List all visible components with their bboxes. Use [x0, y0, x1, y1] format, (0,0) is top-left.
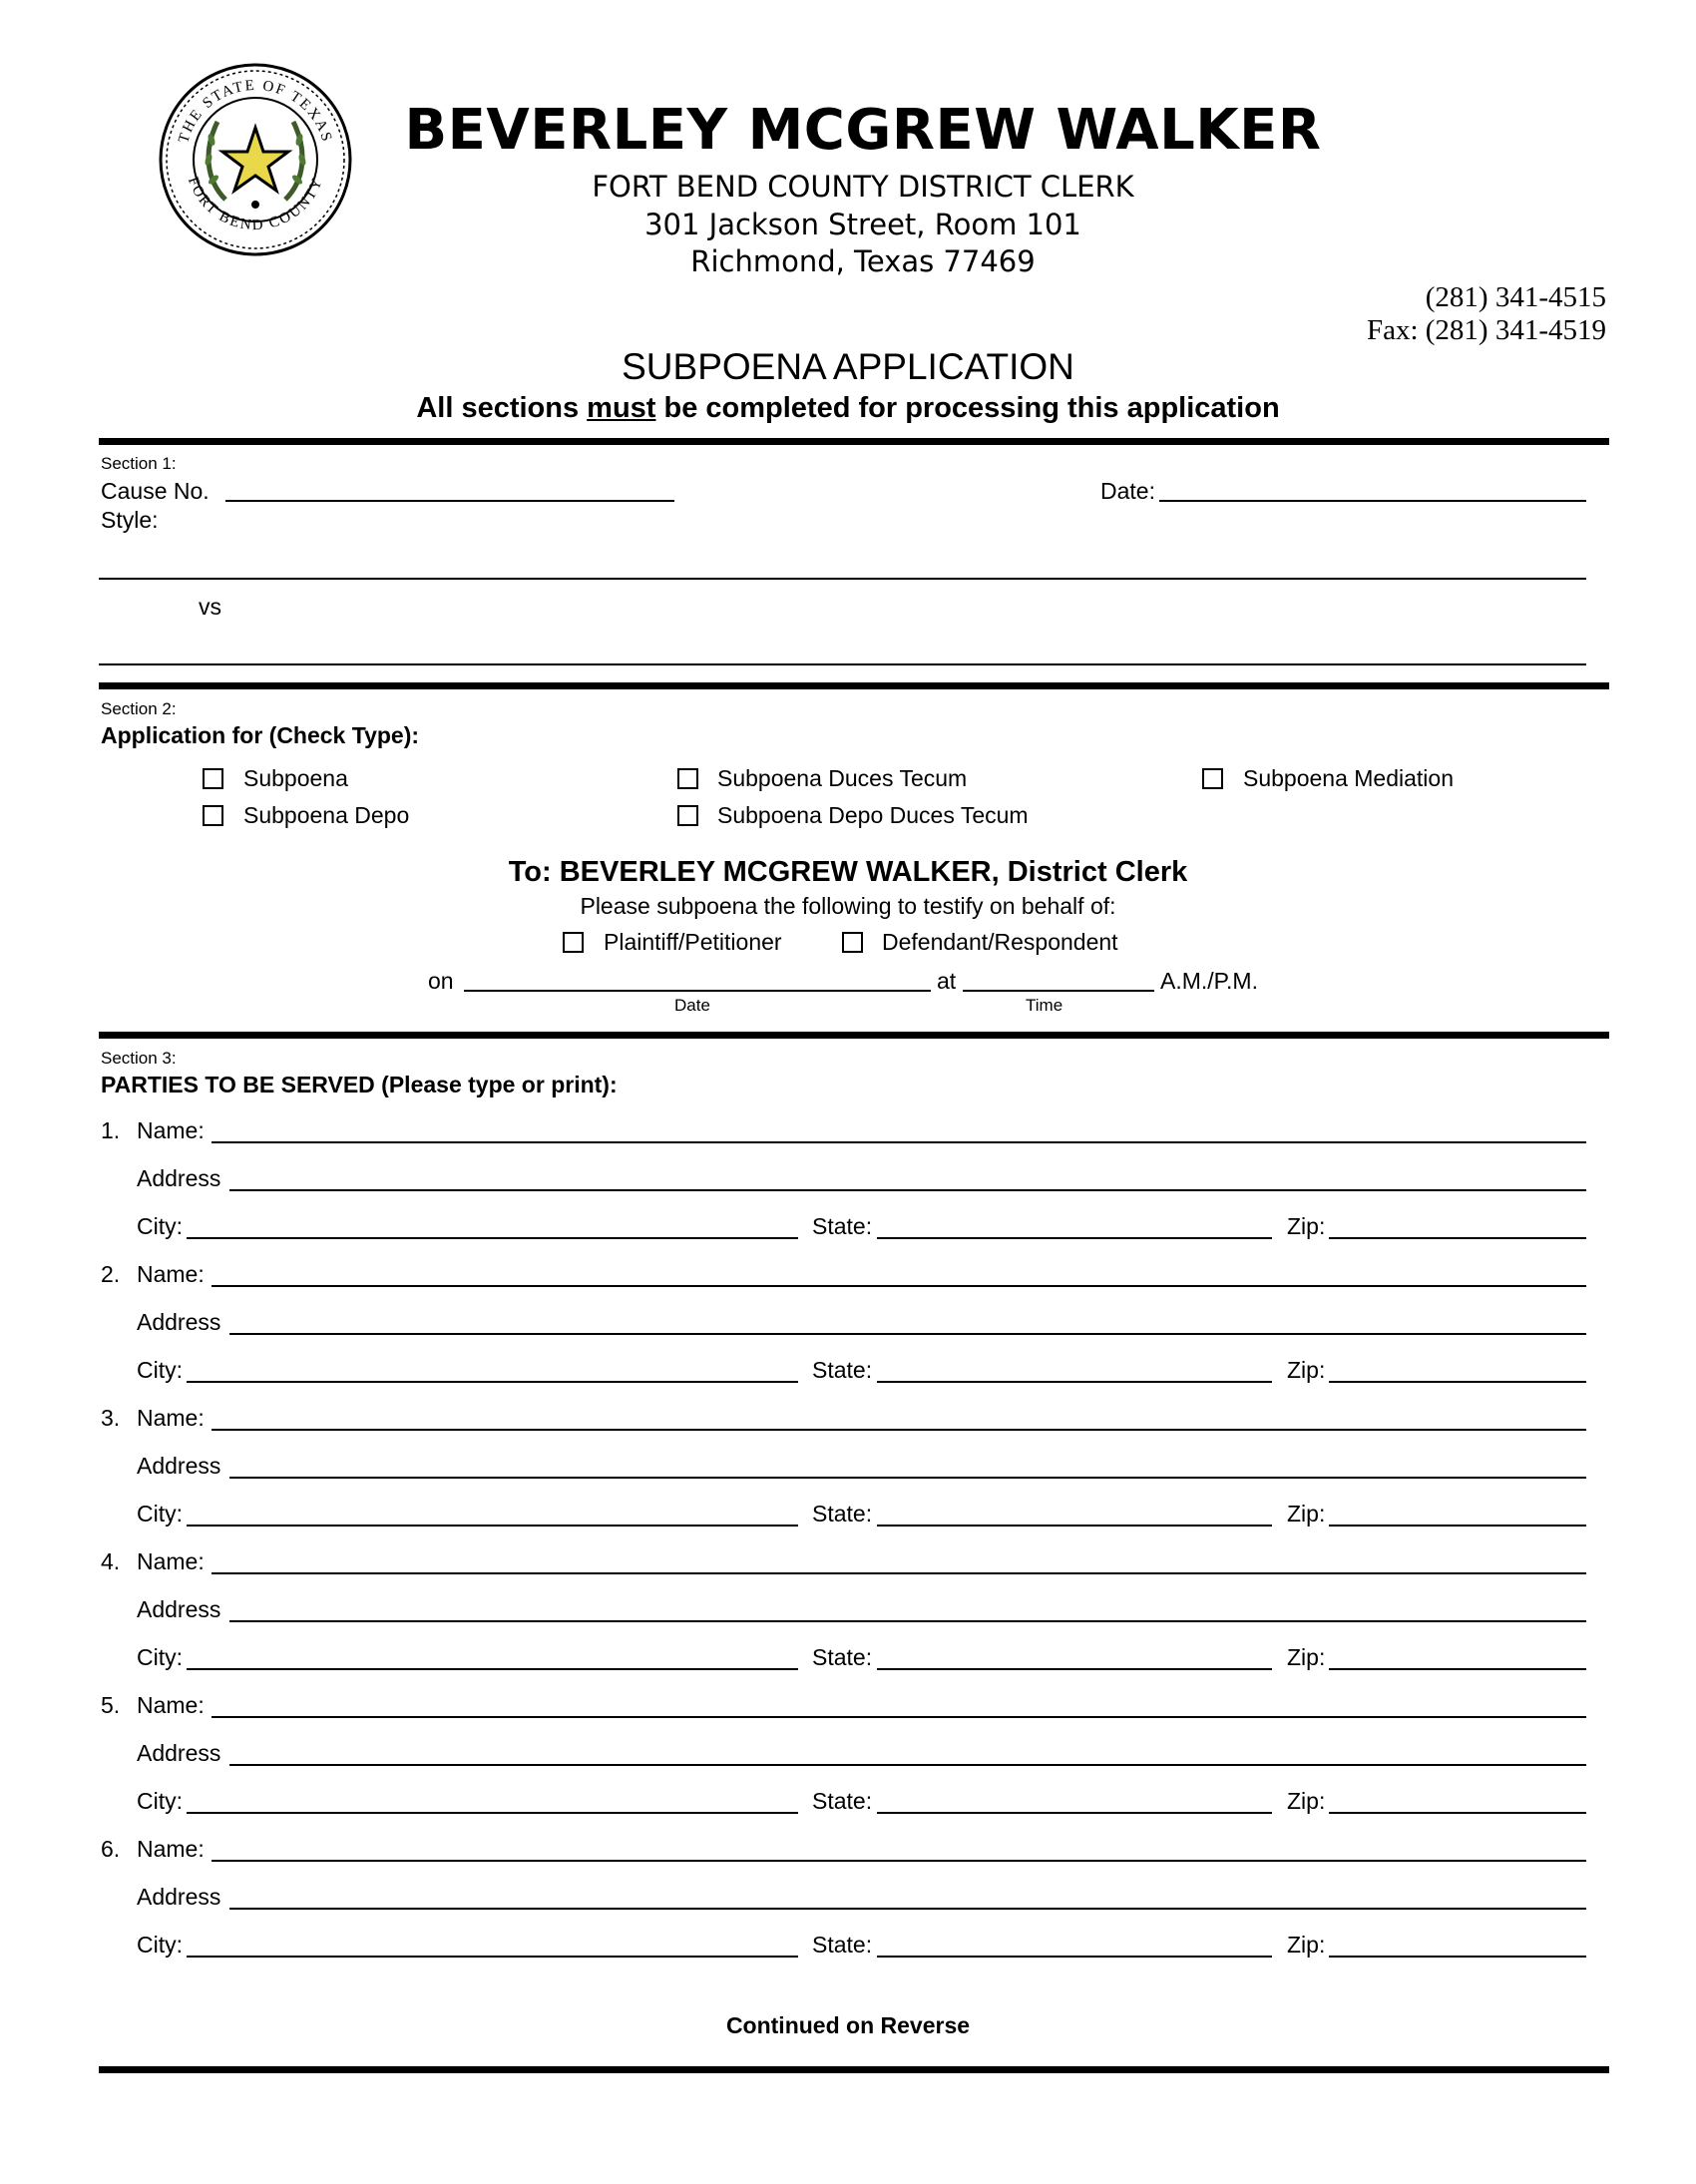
party-state-label: State:	[812, 1357, 873, 1383]
party-city-field[interactable]	[187, 1812, 798, 1814]
party-state-label: State:	[812, 1788, 873, 1814]
phone-number: (281) 341-4515	[1425, 281, 1606, 313]
party-zip-field[interactable]	[1329, 1381, 1586, 1383]
party-city-label: City:	[137, 1932, 183, 1958]
party-name-label: Name:	[137, 1836, 205, 1862]
party-address-label: Address	[137, 1884, 221, 1910]
subpoena-mediation-label: Subpoena Mediation	[1243, 765, 1454, 791]
party-state-label: State:	[812, 1501, 873, 1527]
divider	[99, 1032, 1609, 1039]
time-caption: Time	[1026, 996, 1063, 1015]
style-plaintiff-field[interactable]	[99, 578, 1586, 580]
section-2-label: Section 2:	[101, 699, 177, 718]
party-address-field[interactable]	[229, 1620, 1586, 1622]
testify-date-field[interactable]	[464, 990, 931, 992]
party-name-label: Name:	[137, 1117, 205, 1143]
subpoena-label: Subpoena	[243, 765, 348, 791]
subpoena-checkbox[interactable]	[203, 768, 223, 789]
party-zip-label: Zip:	[1287, 1501, 1326, 1527]
form-subtitle: All sections must be completed for processing this application	[416, 392, 1280, 424]
at-label: at	[937, 968, 957, 994]
party-name-field[interactable]	[212, 1429, 1586, 1431]
party-city-field[interactable]	[187, 1237, 798, 1239]
emphasis-must: must	[587, 392, 656, 424]
party-name-label: Name:	[137, 1405, 205, 1431]
party-state-label: State:	[812, 1213, 873, 1239]
party-name-field[interactable]	[212, 1716, 1586, 1718]
party-city-field[interactable]	[187, 1668, 798, 1670]
party-number: 5.	[101, 1692, 121, 1718]
cause-no-label: Cause No.	[101, 478, 210, 504]
to-district-clerk-line: To: BEVERLEY MCGREW WALKER, District Clerk	[508, 856, 1188, 888]
section-1-label: Section 1:	[101, 454, 177, 473]
party-state-field[interactable]	[877, 1668, 1272, 1670]
party-name-field[interactable]	[212, 1285, 1586, 1287]
party-number: 4.	[101, 1548, 121, 1574]
party-name-field[interactable]	[212, 1141, 1586, 1143]
application-type-heading: Application for (Check Type):	[101, 722, 420, 748]
party-address-field[interactable]	[229, 1477, 1586, 1479]
party-zip-field[interactable]	[1329, 1525, 1586, 1527]
party-city-label: City:	[137, 1644, 183, 1670]
please-subpoena-line: Please subpoena the following to testify on behalf of:	[580, 893, 1116, 919]
party-state-field[interactable]	[877, 1237, 1272, 1239]
party-zip-field[interactable]	[1329, 1956, 1586, 1958]
parties-heading: PARTIES TO BE SERVED (Please type or print):	[101, 1072, 618, 1097]
continued-on-reverse: Continued on Reverse	[725, 2012, 971, 2038]
date-caption: Date	[674, 996, 710, 1015]
date-label: Date:	[1100, 478, 1155, 504]
subpoena-depo-duces-tecum-label: Subpoena Depo Duces Tecum	[717, 802, 1029, 828]
party-city-label: City:	[137, 1788, 183, 1814]
subpoena-depo-label: Subpoena Depo	[243, 802, 410, 828]
style-label: Style:	[101, 507, 159, 533]
subpoena-duces-tecum-checkbox[interactable]	[677, 768, 698, 789]
party-city-label: City:	[137, 1213, 183, 1239]
divider	[99, 438, 1609, 445]
seal-bottom-text: FORT BEND COUNTY	[184, 175, 327, 234]
party-city-field[interactable]	[187, 1381, 798, 1383]
defendant-respondent-checkbox[interactable]	[842, 932, 863, 953]
party-address-field[interactable]	[229, 1333, 1586, 1335]
party-name-field[interactable]	[212, 1860, 1586, 1862]
party-city-label: City:	[137, 1501, 183, 1527]
party-number: 2.	[101, 1261, 121, 1287]
party-zip-label: Zip:	[1287, 1644, 1326, 1670]
party-state-label: State:	[812, 1932, 873, 1958]
party-zip-field[interactable]	[1329, 1237, 1586, 1239]
party-city-field[interactable]	[187, 1956, 798, 1958]
am-pm-label: A.M./P.M.	[1160, 968, 1258, 994]
date-field[interactable]	[1159, 500, 1586, 502]
party-number: 3.	[101, 1405, 121, 1431]
subpoena-depo-duces-tecum-checkbox[interactable]	[677, 805, 698, 826]
subpoena-mediation-checkbox[interactable]	[1202, 768, 1223, 789]
plaintiff-petitioner-label: Plaintiff/Petitioner	[604, 929, 782, 955]
party-name-label: Name:	[137, 1692, 205, 1718]
party-number: 1.	[101, 1117, 121, 1143]
party-address-label: Address	[137, 1453, 221, 1479]
subpoena-depo-checkbox[interactable]	[203, 805, 223, 826]
party-state-field[interactable]	[877, 1812, 1272, 1814]
party-zip-label: Zip:	[1287, 1213, 1326, 1239]
subpoena-duces-tecum-label: Subpoena Duces Tecum	[717, 765, 968, 791]
party-address-label: Address	[137, 1740, 221, 1766]
divider	[99, 2066, 1609, 2073]
party-zip-field[interactable]	[1329, 1812, 1586, 1814]
party-city-field[interactable]	[187, 1525, 798, 1527]
section-3-label: Section 3:	[101, 1049, 177, 1068]
party-address-field[interactable]	[229, 1908, 1586, 1910]
defendant-respondent-label: Defendant/Respondent	[882, 929, 1118, 955]
cause-no-field[interactable]	[225, 500, 674, 502]
party-city-label: City:	[137, 1357, 183, 1383]
on-label: on	[428, 968, 454, 994]
seal-top-text: THE STATE OF TEXAS	[176, 77, 335, 146]
party-name-label: Name:	[137, 1548, 205, 1574]
office-name: FORT BEND COUNTY DISTRICT CLERK	[592, 170, 1134, 204]
vs-label: vs	[199, 594, 221, 620]
party-number: 6.	[101, 1836, 121, 1862]
party-address-field[interactable]	[229, 1764, 1586, 1766]
party-zip-field[interactable]	[1329, 1668, 1586, 1670]
party-name-label: Name:	[137, 1261, 205, 1287]
party-address-field[interactable]	[229, 1189, 1586, 1191]
fax-number: Fax: (281) 341-4519	[1366, 314, 1606, 346]
party-zip-label: Zip:	[1287, 1932, 1326, 1958]
party-zip-label: Zip:	[1287, 1357, 1326, 1383]
form-title: SUBPOENA APPLICATION	[622, 346, 1074, 387]
party-name-field[interactable]	[212, 1572, 1586, 1574]
party-address-label: Address	[137, 1309, 221, 1335]
plaintiff-petitioner-checkbox[interactable]	[563, 932, 584, 953]
party-address-label: Address	[137, 1596, 221, 1622]
testify-time-field[interactable]	[963, 990, 1154, 992]
party-zip-label: Zip:	[1287, 1788, 1326, 1814]
divider	[99, 682, 1609, 689]
clerk-name: BEVERLEY MCGREW WALKER	[404, 98, 1322, 163]
party-state-field[interactable]	[877, 1525, 1272, 1527]
address-line-2: Richmond, Texas 77469	[690, 244, 1036, 278]
party-address-label: Address	[137, 1165, 221, 1191]
party-state-field[interactable]	[877, 1956, 1272, 1958]
party-state-field[interactable]	[877, 1381, 1272, 1383]
party-state-label: State:	[812, 1644, 873, 1670]
address-line-1: 301 Jackson Street, Room 101	[644, 208, 1081, 241]
style-defendant-field[interactable]	[99, 663, 1586, 665]
